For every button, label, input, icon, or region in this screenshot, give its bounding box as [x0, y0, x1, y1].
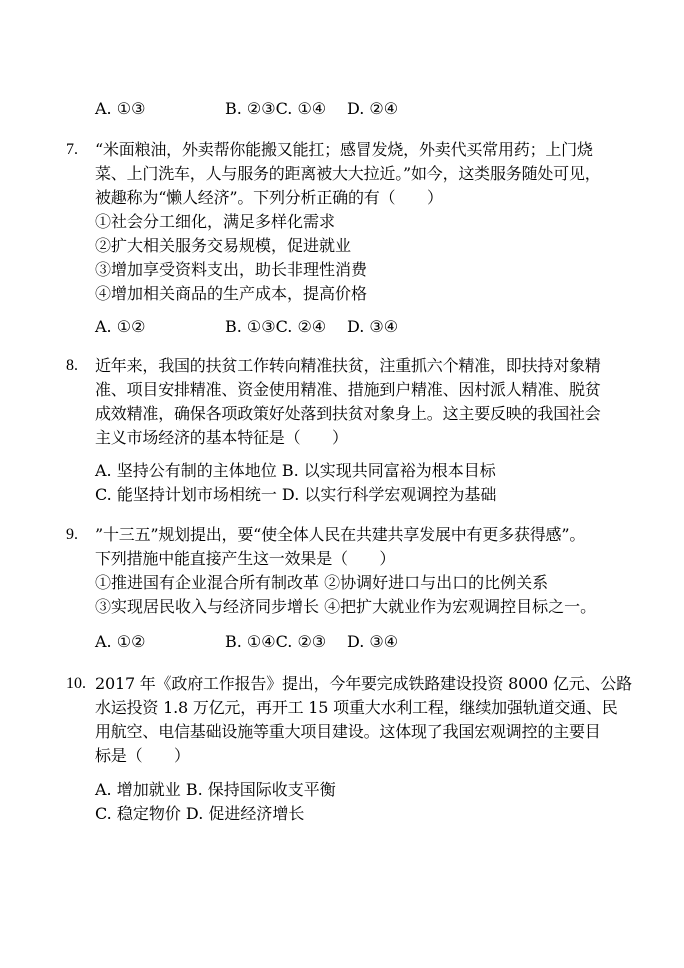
q10-option-line: C. 稳定物价 D. 促进经济增长	[95, 804, 305, 823]
question-number: 9.	[66, 526, 78, 543]
question-stem	[95, 354, 627, 450]
q7-option-bc: B. ①③C. ②④	[225, 317, 327, 336]
stem-line: 标是（ ）	[95, 746, 190, 765]
q10-option-line: A. 增加就业 B. 保持国际收支平衡	[95, 780, 336, 799]
statement: ①推进国有企业混合所有制改革 ②协调好进口与出口的比例关系	[95, 573, 549, 592]
stem-line: 准、项目安排精准、资金使用精准、措施到户精准、因村派人精准、脱贫	[95, 380, 601, 399]
stem-line: 主义市场经济的基本特征是（ ）	[95, 428, 348, 447]
question-stem	[95, 672, 632, 768]
q9-option-bc: B. ①④C. ②③	[225, 632, 327, 651]
q6-option-bc: B. ②③C. ①④	[225, 99, 327, 118]
q6-option-d: D. ②④	[347, 99, 399, 118]
stem-line: 2017 年《政府工作报告》提出，今年要完成铁路建设投资 8000 亿元、公路	[95, 674, 632, 693]
question-number: 10.	[66, 675, 86, 692]
q9-option-d: D. ③④	[347, 632, 399, 651]
question-number: 8.	[66, 357, 78, 374]
statement: ①社会分工细化，满足多样化需求	[95, 212, 336, 231]
stem-line: ”十三五”规划提出，要“使全体人民在共建共享发展中有更多获得感”。	[95, 525, 586, 544]
stem-line: 菜、上门洗车，人与服务的距离被大大拉近。”如今，这类服务随处可见，	[95, 164, 601, 183]
stem-line: 成效精准，确保各项政策好处落到扶贫对象身上。这主要反映的我国社会	[95, 404, 601, 423]
q9-option-a: A. ①②	[95, 632, 146, 651]
statement: ③实现居民收入与经济同步增长 ④把扩大就业作为宏观调控目标之一。	[95, 597, 597, 616]
q8-option-line: C. 能坚持计划市场相统一 D. 以实行科学宏观调控为基础	[95, 485, 497, 504]
stem-line: “米面粮油，外卖帮你能搬又能扛；感冒发烧，外卖代买常用药；上门烧	[95, 140, 593, 159]
question-stem	[95, 138, 627, 306]
q7-option-d: D. ③④	[347, 317, 399, 336]
q7-option-a: A. ①②	[95, 317, 146, 336]
stem-line: 水运投资 1.8 万亿元，再开工 15 项重大水利工程，继续加强轨道交通、民	[95, 698, 618, 717]
statement: ③增加享受资料支出，助长非理性消费	[95, 260, 368, 279]
stem-line: 被趣称为“懒人经济”。下列分析正确的有（ ）	[95, 188, 443, 207]
statement: ②扩大相关服务交易规模，促进就业	[95, 236, 352, 255]
stem-line: 下列措施中能直接产生这一效果是（ ）	[95, 549, 396, 568]
stem-line: 用航空、电信基础设施等重大项目建设。这体现了我国宏观调控的主要目	[95, 722, 601, 741]
q6-option-a: A. ①③	[95, 99, 146, 118]
statement: ④增加相关商品的生产成本，提高价格	[95, 284, 368, 303]
stem-line: 近年来，我国的扶贫工作转向精准扶贫，注重抓六个精准，即扶持对象精	[95, 356, 601, 375]
question-stem	[95, 523, 627, 619]
question-number: 7.	[66, 141, 78, 158]
q8-option-line: A. 坚持公有制的主体地位 B. 以实现共同富裕为根本目标	[95, 461, 496, 480]
